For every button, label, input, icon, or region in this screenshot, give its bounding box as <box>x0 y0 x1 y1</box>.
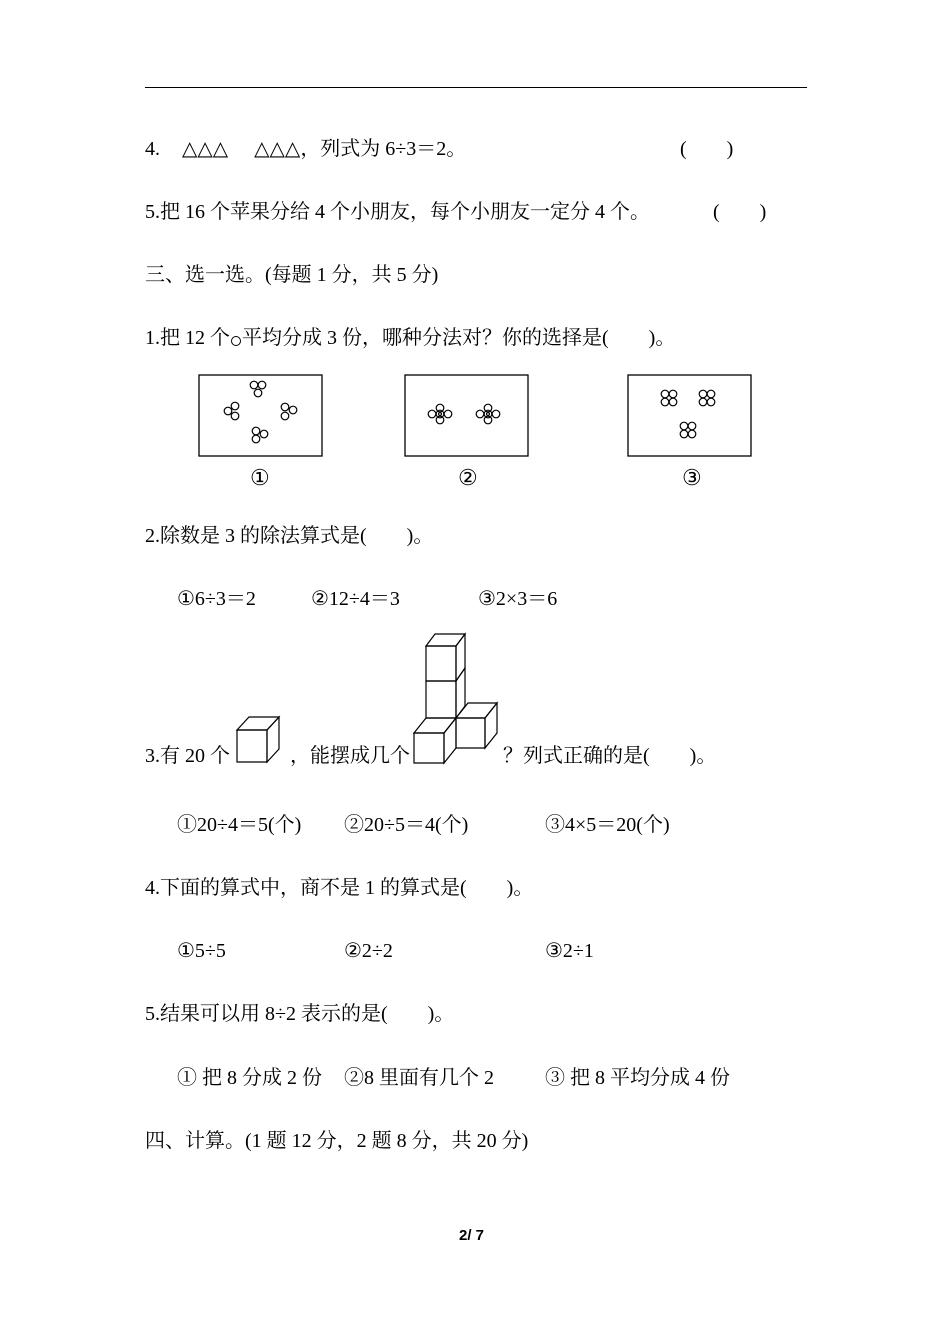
s3-q3-option-1[interactable]: ①20÷4＝5(个) <box>177 814 302 836</box>
cube-shape-picture <box>411 632 501 766</box>
s3-q4-text: 4.下面的算式中，商不是 1 的算式是( )。 <box>145 877 534 899</box>
s3-q2-option-2[interactable]: ②12÷4＝3 <box>311 588 400 610</box>
small-circle-icon <box>231 336 241 346</box>
grouping-option-1-picture <box>198 374 324 458</box>
s3-q1-text-b: 平均分成 3 份，哪种分法对？你的选择是( )。 <box>242 327 676 349</box>
judge-q4-text: ，列式为 6÷3＝2。 <box>300 138 467 160</box>
grouping-option-2-label[interactable]: ② <box>458 465 478 490</box>
section4-title: 四、计算。(1 题 12 分，2 题 8 分，共 20 分) <box>145 1130 529 1152</box>
s3-q2-option-1[interactable]: ①6÷3＝2 <box>177 588 256 610</box>
s3-q3-option-2[interactable]: ②20÷5＝4(个) <box>344 814 469 836</box>
grouping-option-3-label[interactable]: ③ <box>682 465 702 490</box>
grouping-option-2-picture <box>404 374 530 458</box>
s3-q4-option-3[interactable]: ③2÷1 <box>545 940 594 962</box>
triangle-group-1: △△△ <box>182 138 229 160</box>
judge-q4 <box>145 136 466 162</box>
s3-q5-option-2[interactable]: ②8 里面有几个 2 <box>344 1067 494 1089</box>
s3-q4-option-1[interactable]: ①5÷5 <box>177 940 226 962</box>
s3-q2-option-3[interactable]: ③2×3＝6 <box>478 588 558 610</box>
judge-q4-answer-blank[interactable]: ( ) <box>680 138 734 160</box>
single-cube-picture <box>234 712 282 766</box>
page-number: 2/ 7 <box>459 1227 485 1244</box>
judge-q5-answer-blank[interactable]: ( ) <box>713 201 767 223</box>
s3-q4-option-2[interactable]: ②2÷2 <box>344 940 393 962</box>
s3-q2-text: 2.除数是 3 的除法算式是( )。 <box>145 525 434 547</box>
header-rule <box>145 87 807 88</box>
grouping-option-1-label[interactable]: ① <box>250 465 270 490</box>
s3-q3-text-b: ，能摆成几个 <box>290 745 410 767</box>
section3-title: 三、选一选。(每题 1 分，共 5 分) <box>145 264 439 286</box>
judge-q4-number: 4. <box>145 138 160 160</box>
s3-q5-option-3[interactable]: ③ 把 8 平均分成 4 份 <box>545 1067 730 1089</box>
s3-q1-text-a: 1.把 12 个 <box>145 327 230 349</box>
grouping-option-3-picture <box>627 374 753 458</box>
judge-q5-text: 5.把 16 个苹果分给 4 个小朋友，每个小朋友一定分 4 个。 <box>145 201 650 223</box>
triangle-group-2: △△△ <box>254 138 301 160</box>
s3-q1 <box>145 325 675 351</box>
s3-q3-text-c: ？列式正确的是( )。 <box>503 745 717 767</box>
s3-q5-text: 5.结果可以用 8÷2 表示的是( )。 <box>145 1003 455 1025</box>
s3-q3-text-a: 3.有 20 个 <box>145 745 230 767</box>
s3-q3-option-3[interactable]: ③4×5＝20(个) <box>545 814 670 836</box>
s3-q5-option-1[interactable]: ① 把 8 分成 2 份 <box>177 1067 322 1089</box>
